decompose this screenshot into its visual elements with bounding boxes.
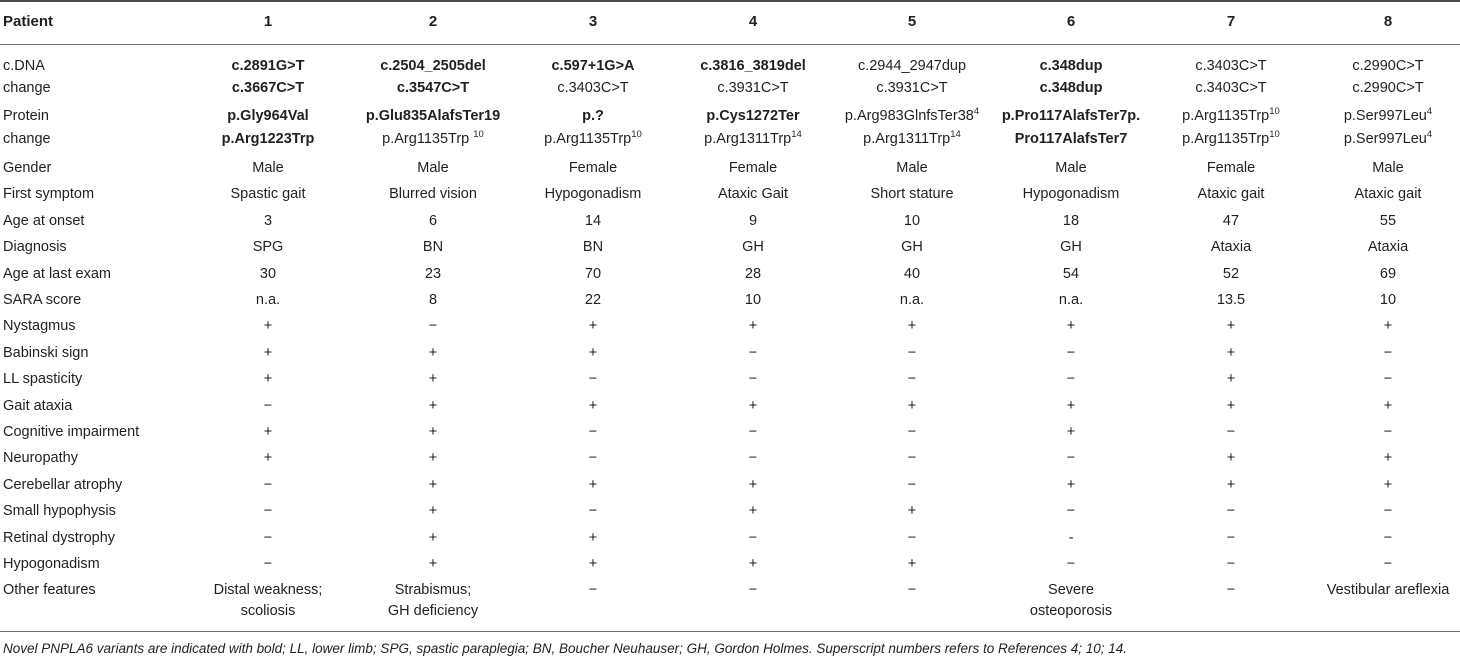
other-features-cell: − [748, 582, 758, 598]
neuropathy-cell: − [588, 450, 598, 466]
dna-change-cell: c.3931C>T [876, 80, 948, 96]
cognitive-impairment-cell: − [1383, 424, 1393, 440]
dna-change-cell: c.3816_3819del [700, 58, 806, 74]
header-patient-1: 1 [263, 13, 273, 30]
first-symptom-cell: Hypogonadism [1022, 186, 1120, 202]
diagnosis-cell: BN [422, 239, 444, 255]
nystagmus-cell: + [1226, 318, 1236, 334]
gait-ataxia-cell: + [1066, 398, 1076, 414]
gait-ataxia-cell: − [263, 398, 273, 414]
neuropathy-cell: − [748, 450, 758, 466]
diagnosis-cell: Ataxia [1210, 239, 1252, 255]
reference-superscript: 4 [1426, 106, 1433, 118]
first-symptom-cell: Spastic gait [230, 186, 306, 202]
reference-superscript: 10 [1269, 129, 1280, 141]
row-label-ll-spasticity: LL spasticity [3, 371, 83, 387]
diagnosis-cell: Ataxia [1367, 239, 1409, 255]
age-at-onset-cell: 47 [1222, 213, 1240, 229]
ll-spasticity-cell: + [1226, 371, 1236, 387]
ll-spasticity-cell: − [1066, 371, 1076, 387]
header-patient-8: 8 [1383, 13, 1393, 30]
protein-change-cell: $p.Arg983GlnfsTer38^4$ [844, 106, 980, 124]
cerebellar-atrophy-cell: + [1383, 477, 1393, 493]
small-hypophysis-cell: − [1383, 503, 1393, 519]
retinal-dystrophy-cell: − [1383, 530, 1393, 546]
babinski-sign-cell: − [907, 345, 917, 361]
nystagmus-cell: + [1066, 318, 1076, 334]
protein-change-cell: p.Cys1272Ter [706, 108, 800, 124]
row-label-gender: Gender [3, 160, 52, 176]
reference-superscript: 4 [1426, 129, 1433, 141]
hypogonadism-cell: − [1226, 556, 1236, 572]
nystagmus-cell: − [428, 318, 438, 334]
retinal-dystrophy-cell: − [263, 530, 273, 546]
dna-change-cell: c.3547C>T [396, 80, 470, 96]
sara-score-cell: n.a. [1058, 292, 1084, 308]
protein-change-cell: p.Arg1311Trp$^{14}$ [863, 129, 961, 147]
hypogonadism-cell: + [907, 556, 917, 572]
gender-cell: Female [568, 160, 618, 176]
cognitive-impairment-cell: + [1066, 424, 1076, 440]
hypogonadism-cell: + [428, 556, 438, 572]
row-label-protein-change: Protein [3, 108, 49, 124]
retinal-dystrophy-cell: − [748, 530, 758, 546]
age-at-onset-cell: 55 [1379, 213, 1397, 229]
protein-change-cell: p.Arg1311Trp$^{14}$ [704, 129, 802, 147]
retinal-dystrophy-cell: + [588, 530, 598, 546]
cerebellar-atrophy-cell: + [1226, 477, 1236, 493]
reference-superscript: 10 [473, 129, 484, 141]
other-features-cell: Severe [1048, 582, 1094, 598]
reference-superscript: 10 [631, 129, 642, 141]
other-features-cell: osteoporosis [1029, 603, 1113, 619]
babinski-sign-cell: + [1226, 345, 1236, 361]
diagnosis-cell: GH [742, 239, 764, 255]
retinal-dystrophy-cell: − [1226, 530, 1236, 546]
ll-spasticity-cell: − [1383, 371, 1393, 387]
first-symptom-cell: Blurred vision [389, 186, 477, 202]
dna-change-cell: c.3403C>T [557, 80, 629, 96]
gender-cell: Female [728, 160, 778, 176]
cerebellar-atrophy-cell: − [907, 477, 917, 493]
protein-change-cell: p.Gly964Val [227, 108, 309, 124]
age-at-last-exam-cell: 70 [584, 266, 602, 282]
cognitive-impairment-cell: + [428, 424, 438, 440]
diagnosis-cell: GH [1060, 239, 1082, 255]
age-at-onset-cell: 6 [428, 213, 438, 229]
hypogonadism-cell: − [1383, 556, 1393, 572]
gender-cell: Male [417, 160, 449, 176]
row-label-first-symptom: First symptom [3, 186, 95, 202]
cognitive-impairment-cell: + [263, 424, 273, 440]
ll-spasticity-cell: − [748, 371, 758, 387]
gait-ataxia-cell: + [1383, 398, 1393, 414]
header-patient-2: 2 [428, 13, 438, 30]
small-hypophysis-cell: + [907, 503, 917, 519]
hypogonadism-cell: + [588, 556, 598, 572]
small-hypophysis-cell: − [588, 503, 598, 519]
cerebellar-atrophy-cell: + [588, 477, 598, 493]
protein-change-cell: p.Pro117AlafsTer7p. [1001, 108, 1141, 124]
protein-change-cell: p.Arg1223Trp [221, 131, 315, 147]
small-hypophysis-cell: − [1066, 503, 1076, 519]
first-symptom-cell: Ataxic gait [1354, 186, 1422, 202]
cerebellar-atrophy-cell: + [428, 477, 438, 493]
row-label-hypogonadism: Hypogonadism [3, 556, 100, 572]
reference-superscript: 14 [791, 129, 802, 141]
dna-change-cell: c.348dup [1039, 80, 1103, 96]
dna-change-cell: c.2990C>T [1352, 80, 1424, 96]
other-features-cell: GH deficiency [387, 603, 479, 619]
header-patient-5: 5 [907, 13, 917, 30]
cognitive-impairment-cell: − [588, 424, 598, 440]
neuropathy-cell: + [1226, 450, 1236, 466]
table-top-rule [0, 0, 1460, 2]
row-label-babinski-sign: Babinski sign [3, 345, 89, 361]
neuropathy-cell: − [907, 450, 917, 466]
other-features-cell: − [588, 582, 598, 598]
babinski-sign-cell: + [588, 345, 598, 361]
protein-change-cell: Pro117AlafsTer7 [1014, 131, 1128, 147]
protein-change-cell: p.Ser997Leu$^4$ [1343, 106, 1433, 124]
cerebellar-atrophy-cell: + [748, 477, 758, 493]
cognitive-impairment-cell: − [1226, 424, 1236, 440]
sara-score-cell: n.a. [255, 292, 281, 308]
row-label-neuropathy: Neuropathy [3, 450, 78, 466]
gait-ataxia-cell: + [588, 398, 598, 414]
reference-superscript: 14 [950, 129, 961, 141]
other-features-cell: Strabismus; [394, 582, 472, 598]
nystagmus-cell: + [1383, 318, 1393, 334]
row-label-cerebellar-atrophy: Cerebellar atrophy [3, 477, 123, 493]
ll-spasticity-cell: + [263, 371, 273, 387]
age-at-last-exam-cell: 52 [1222, 266, 1240, 282]
first-symptom-cell: Ataxic gait [1197, 186, 1265, 202]
ll-spasticity-cell: − [907, 371, 917, 387]
retinal-dystrophy-cell: + [428, 530, 438, 546]
gender-cell: Female [1206, 160, 1256, 176]
first-symptom-cell: Hypogonadism [544, 186, 642, 202]
cerebellar-atrophy-cell: − [263, 477, 273, 493]
neuropathy-cell: + [263, 450, 273, 466]
sara-score-cell: n.a. [899, 292, 925, 308]
row-label-dna-change: c.DNA [3, 58, 45, 74]
dna-change-cell: c.3403C>T [1195, 80, 1267, 96]
protein-change-cell: p.Arg1135Trp $^{10}$ [382, 129, 484, 147]
ll-spasticity-cell: + [428, 371, 438, 387]
nystagmus-cell: + [263, 318, 273, 334]
row-label-gait-ataxia: Gait ataxia [3, 398, 73, 414]
neuropathy-cell: + [428, 450, 438, 466]
row-label-sara-score: SARA score [3, 292, 82, 308]
nystagmus-cell: + [907, 318, 917, 334]
age-at-onset-cell: 3 [263, 213, 273, 229]
age-at-last-exam-cell: 54 [1062, 266, 1080, 282]
first-symptom-cell: Ataxic Gait [717, 186, 789, 202]
age-at-last-exam-cell: 28 [744, 266, 762, 282]
age-at-last-exam-cell: 30 [259, 266, 277, 282]
sara-score-cell: 10 [744, 292, 762, 308]
diagnosis-cell: BN [582, 239, 604, 255]
retinal-dystrophy-cell: − [907, 530, 917, 546]
dna-change-cell: c.3667C>T [231, 80, 305, 96]
dna-change-cell: c.3931C>T [717, 80, 789, 96]
row-label-other-features: Other features [3, 582, 96, 598]
protein-change-cell: p.Glu835AlafsTer19 [365, 108, 501, 124]
sara-score-cell: 13.5 [1216, 292, 1246, 308]
babinski-sign-cell: − [748, 345, 758, 361]
gender-cell: Male [252, 160, 284, 176]
dna-change-cell: c.2944_2947dup [857, 58, 967, 74]
header-rule [0, 44, 1460, 45]
babinski-sign-cell: − [1383, 345, 1393, 361]
hypogonadism-cell: − [263, 556, 273, 572]
small-hypophysis-cell: − [263, 503, 273, 519]
row-label-dna-change-2: change [3, 80, 51, 96]
age-at-last-exam-cell: 69 [1379, 266, 1397, 282]
row-label-cognitive-impairment: Cognitive impairment [3, 424, 140, 440]
babinski-sign-cell: + [263, 345, 273, 361]
first-symptom-cell: Short stature [870, 186, 954, 202]
babinski-sign-cell: − [1066, 345, 1076, 361]
small-hypophysis-cell: − [1226, 503, 1236, 519]
dna-change-cell: c.2504_2505del [380, 58, 486, 74]
protein-change-cell: p.Arg1135Trp$^{10}$ [1182, 106, 1280, 124]
small-hypophysis-cell: + [428, 503, 438, 519]
diagnosis-cell: SPG [252, 239, 284, 255]
other-features-cell: Distal weakness; [213, 582, 323, 598]
dna-change-cell: c.3403C>T [1195, 58, 1267, 74]
row-label-protein-change-2: change [3, 131, 51, 147]
age-at-onset-cell: 9 [748, 213, 758, 229]
neuropathy-cell: − [1066, 450, 1076, 466]
other-features-cell: − [1226, 582, 1236, 598]
reference-superscript: 4 [973, 106, 980, 118]
protein-change-cell: p.Arg1135Trp$^{10}$ [544, 129, 642, 147]
small-hypophysis-cell: + [748, 503, 758, 519]
header-patient-4: 4 [748, 13, 758, 30]
sara-score-cell: 22 [584, 292, 602, 308]
cerebellar-atrophy-cell: + [1066, 477, 1076, 493]
row-label-age-at-last-exam: Age at last exam [3, 266, 111, 282]
gender-cell: Male [896, 160, 928, 176]
babinski-sign-cell: + [428, 345, 438, 361]
gait-ataxia-cell: + [428, 398, 438, 414]
age-at-onset-cell: 14 [584, 213, 602, 229]
header-patient-7: 7 [1226, 13, 1236, 30]
protein-change-cell: p.? [582, 108, 604, 124]
row-label-retinal-dystrophy: Retinal dystrophy [3, 530, 116, 546]
dna-change-cell: c.597+1G>A [551, 58, 635, 74]
hypogonadism-cell: − [1066, 556, 1076, 572]
age-at-onset-cell: 18 [1062, 213, 1080, 229]
retinal-dystrophy-cell: - [1068, 530, 1074, 546]
dna-change-cell: c.348dup [1039, 58, 1103, 74]
other-features-cell: Vestibular areflexia [1326, 582, 1450, 598]
reference-superscript: 10 [1269, 106, 1280, 118]
other-features-cell: scoliosis [240, 603, 296, 619]
hypogonadism-cell: + [748, 556, 758, 572]
nystagmus-cell: + [748, 318, 758, 334]
row-label-age-at-onset: Age at onset [3, 213, 85, 229]
neuropathy-cell: + [1383, 450, 1393, 466]
sara-score-cell: 8 [428, 292, 438, 308]
table-bottom-rule [0, 631, 1460, 632]
row-label-nystagmus: Nystagmus [3, 318, 76, 334]
row-label-small-hypophysis: Small hypophysis [3, 503, 116, 519]
table-caption: Novel PNPLA6 variants are indicated with bold; LL, lower limb; SPG, spastic paraplegia; BN, Boucher Neuhauser; GH, Gordon Holmes. Superscript numbers refers to References 4; 10; 14. [3, 641, 1128, 656]
sara-score-cell: 10 [1379, 292, 1397, 308]
header-patient-3: 3 [588, 13, 598, 30]
age-at-onset-cell: 10 [903, 213, 921, 229]
dna-change-cell: c.2891G>T [231, 58, 305, 74]
cognitive-impairment-cell: − [907, 424, 917, 440]
protein-change-cell: p.Arg1135Trp$^{10}$ [1182, 129, 1280, 147]
other-features-cell: − [907, 582, 917, 598]
protein-change-cell: p.Ser997Leu$^4$ [1343, 129, 1433, 147]
cognitive-impairment-cell: − [748, 424, 758, 440]
gait-ataxia-cell: + [907, 398, 917, 414]
ll-spasticity-cell: − [588, 371, 598, 387]
gender-cell: Male [1372, 160, 1404, 176]
row-label-diagnosis: Diagnosis [3, 239, 67, 255]
diagnosis-cell: GH [901, 239, 923, 255]
age-at-last-exam-cell: 40 [903, 266, 921, 282]
gait-ataxia-cell: + [1226, 398, 1236, 414]
dna-change-cell: c.2990C>T [1352, 58, 1424, 74]
gender-cell: Male [1055, 160, 1087, 176]
gait-ataxia-cell: + [748, 398, 758, 414]
age-at-last-exam-cell: 23 [424, 266, 442, 282]
header-patient-6: 6 [1066, 13, 1076, 30]
nystagmus-cell: + [588, 318, 598, 334]
header-patient-label: Patient [3, 13, 54, 30]
